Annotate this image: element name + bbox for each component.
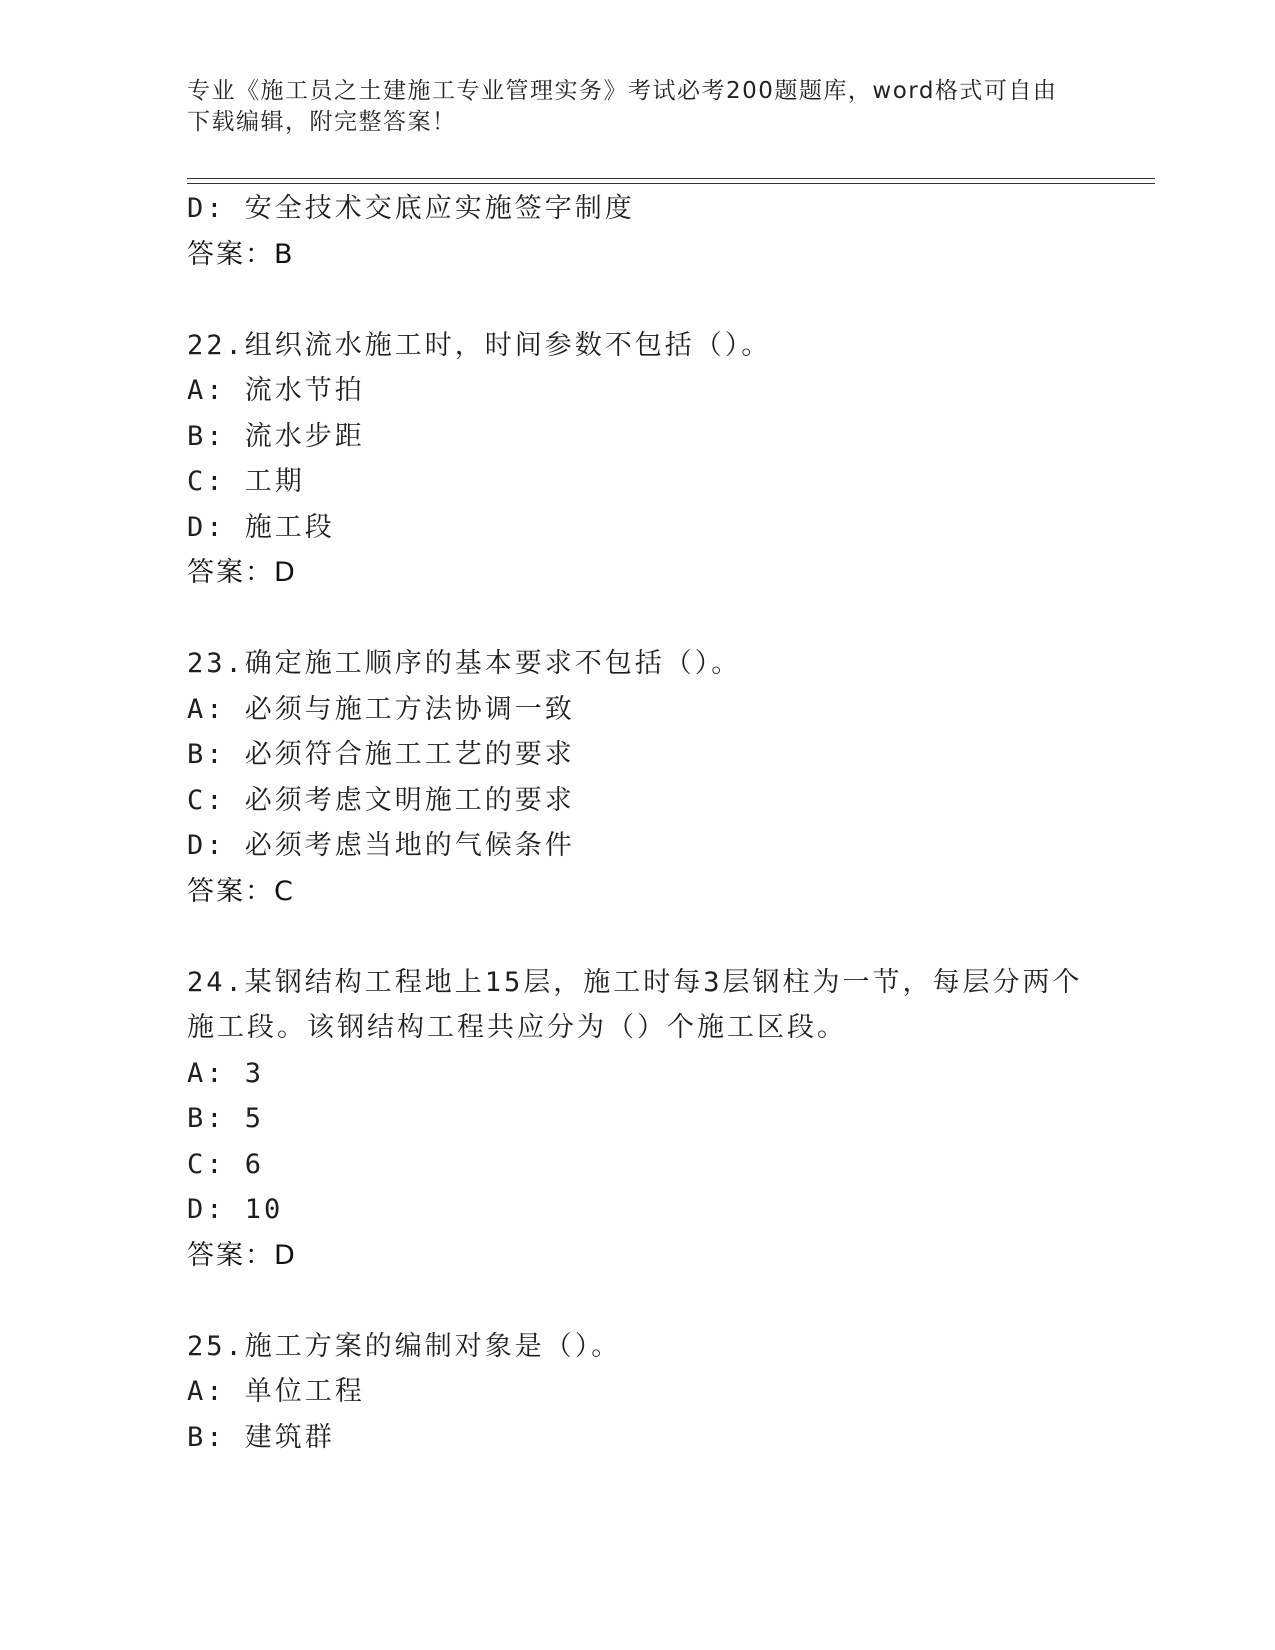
q25-option-b: B: 建筑群 [187, 1421, 335, 1453]
q22-option-d: D: 施工段 [187, 511, 335, 543]
q23-option-b: B: 必须符合施工工艺的要求 [187, 739, 575, 770]
q24-option-c: C: 6 [187, 1148, 265, 1180]
header-line-1: 专业《施工员之土建施工专业管理实务》考试必考200题题库，word格式可自由 [187, 78, 1058, 104]
document-header [187, 76, 1087, 138]
q23-option-d: D: 必须考虑当地的气候条件 [187, 830, 575, 861]
q22-option-b: B: 流水步距 [187, 420, 365, 452]
q23-answer: 答案：C [187, 875, 295, 907]
header-divider-top [187, 178, 1155, 179]
q24-option-b: B: 5 [187, 1103, 265, 1134]
question-list [187, 186, 1155, 1460]
spacer [187, 914, 1155, 960]
q23-option-a: A: 必须与施工方法协调一致 [187, 693, 575, 725]
q22-option-a: A: 流水节拍 [187, 375, 365, 406]
q22-option-c: C: 工期 [187, 466, 305, 497]
q21-option-d: D: 安全技术交底应实施签字制度 [187, 193, 635, 224]
q22-question: 22.组织流水施工时，时间参数不包括（）。 [187, 329, 772, 361]
q24-question-line-1: 24.某钢结构工程地上15层，施工时每3层钢柱为一节，每层分两个 [187, 966, 1083, 998]
spacer [187, 277, 1155, 323]
header-line-2: 下载编辑，附完整答案！ [187, 109, 457, 135]
q25-question: 25.施工方案的编制对象是（）。 [187, 1330, 622, 1362]
spacer [187, 1278, 1155, 1324]
q21-answer: 答案：B [187, 238, 295, 270]
q23-question: 23.确定施工顺序的基本要求不包括（）。 [187, 648, 742, 679]
q24-option-d: D: 10 [187, 1194, 284, 1225]
header-divider-bottom [187, 183, 1155, 184]
q24-option-a: A: 3 [187, 1057, 265, 1089]
spacer [187, 596, 1155, 642]
q23-option-c: C: 必须考虑文明施工的要求 [187, 784, 575, 816]
q24-question-line-2: 施工段。该钢结构工程共应分为（）个施工区段。 [187, 1012, 847, 1043]
q22-answer: 答案：D [187, 557, 297, 588]
q25-option-a: A: 单位工程 [187, 1376, 365, 1407]
q24-answer: 答案：D [187, 1239, 297, 1271]
